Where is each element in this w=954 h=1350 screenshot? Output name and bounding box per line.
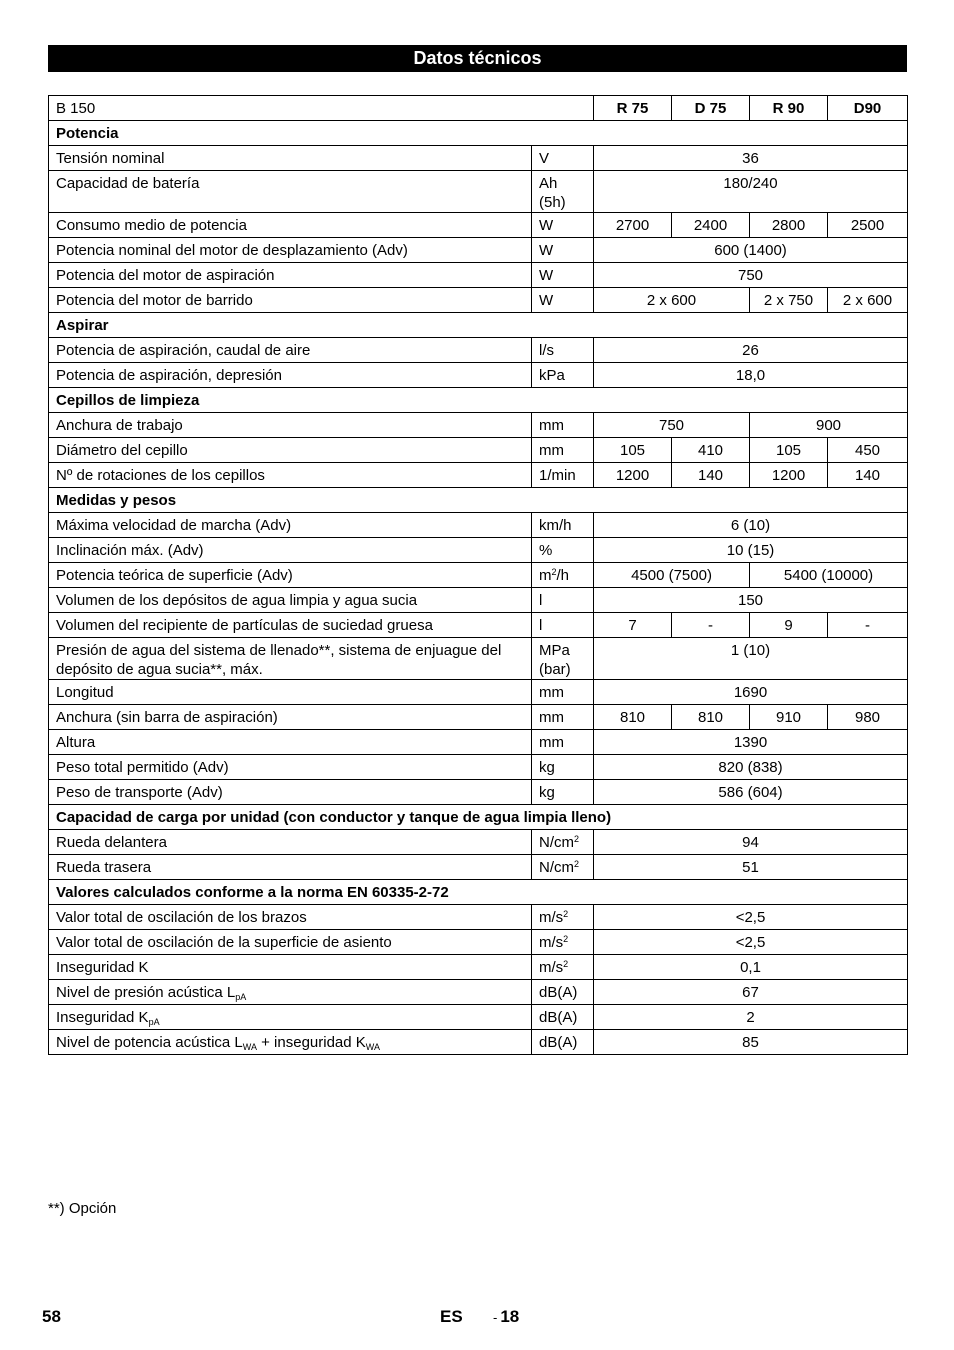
- row-label: [49, 980, 532, 1005]
- row-value: 450: [828, 438, 908, 463]
- table-row: [49, 855, 908, 880]
- technical-data-table: [48, 95, 908, 1055]
- row-unit: W: [532, 238, 594, 263]
- row-value: 750: [594, 413, 750, 438]
- row-value: 140: [672, 463, 750, 488]
- row-label: Inseguridad K: [49, 955, 532, 980]
- row-value: 2800: [750, 213, 828, 238]
- table-row: [49, 263, 908, 288]
- row-value: 2400: [672, 213, 750, 238]
- row-label: Tensión nominal: [49, 146, 532, 171]
- row-label: Rueda delantera: [49, 830, 532, 855]
- row-value: 820 (838): [594, 755, 908, 780]
- table-section-row: [49, 805, 908, 830]
- label-subscript: pA: [148, 1017, 160, 1027]
- row-value: 180/240: [594, 171, 908, 213]
- table-row: [49, 363, 908, 388]
- row-value: 586 (604): [594, 780, 908, 805]
- unit-superscript: 2: [574, 834, 580, 844]
- row-unit: l: [532, 588, 594, 613]
- section-heading: Aspirar: [49, 313, 908, 338]
- row-value: 94: [594, 830, 908, 855]
- unit-superscript: 2: [551, 567, 557, 577]
- row-value: 105: [594, 438, 672, 463]
- row-label: Potencia de aspiración, caudal de aire: [49, 338, 532, 363]
- row-value: 18,0: [594, 363, 908, 388]
- row-value: 810: [672, 705, 750, 730]
- row-unit: Ah (5h): [532, 171, 594, 213]
- row-value: 7: [594, 613, 672, 638]
- table-row: [49, 438, 908, 463]
- unit-superscript: 2: [563, 909, 569, 919]
- row-value: 2: [594, 1005, 908, 1030]
- row-label: Consumo medio de potencia: [49, 213, 532, 238]
- table-row: [49, 288, 908, 313]
- table-row: [49, 171, 908, 213]
- table-row: [49, 338, 908, 363]
- row-label: Presión de agua del sistema de llenado**, sistema de enjuague del depósito de agua sucia**, máx.: [49, 638, 532, 680]
- table-row: [49, 563, 908, 588]
- table-section-row: [49, 313, 908, 338]
- row-label: Potencia nominal del motor de desplazamiento (Adv): [49, 238, 532, 263]
- row-value: -: [828, 613, 908, 638]
- row-value: 36: [594, 146, 908, 171]
- page-number: 58: [42, 1307, 61, 1326]
- row-unit: l: [532, 613, 594, 638]
- row-value: 6 (10): [594, 513, 908, 538]
- row-label: Capacidad de batería: [49, 171, 532, 213]
- row-value: 51: [594, 855, 908, 880]
- table-row: [49, 1005, 908, 1030]
- row-label: Peso de transporte (Adv): [49, 780, 532, 805]
- row-label: [49, 1005, 532, 1030]
- unit-superscript: 2: [563, 934, 569, 944]
- row-value: 980: [828, 705, 908, 730]
- row-unit: kPa: [532, 363, 594, 388]
- row-value: 2 x 750: [750, 288, 828, 313]
- row-value: 1390: [594, 730, 908, 755]
- table-row: [49, 613, 908, 638]
- row-value: <2,5: [594, 905, 908, 930]
- row-label: Volumen del recipiente de partículas de suciedad gruesa: [49, 613, 532, 638]
- label-text: + inseguridad K: [256, 1034, 366, 1051]
- row-unit: mm: [532, 680, 594, 705]
- row-unit: W: [532, 288, 594, 313]
- row-unit: mm: [532, 413, 594, 438]
- row-label: Anchura de trabajo: [49, 413, 532, 438]
- table-row: [49, 1030, 908, 1055]
- row-value: 140: [828, 463, 908, 488]
- row-unit: 1/min: [532, 463, 594, 488]
- section-title: Datos técnicos: [48, 45, 907, 72]
- row-value: 4500 (7500): [594, 563, 750, 588]
- table-row: [49, 213, 908, 238]
- variant-header: R 90: [750, 96, 828, 121]
- unit-superscript: 2: [563, 959, 569, 969]
- row-value: 600 (1400): [594, 238, 908, 263]
- row-value: 67: [594, 980, 908, 1005]
- label-text: Nivel de potencia acústica L: [56, 1034, 243, 1051]
- row-unit: dB(A): [532, 1005, 594, 1030]
- row-unit: W: [532, 263, 594, 288]
- row-value: 26: [594, 338, 908, 363]
- row-label: Peso total permitido (Adv): [49, 755, 532, 780]
- row-unit: kg: [532, 780, 594, 805]
- row-value: 1200: [594, 463, 672, 488]
- variant-header: R 75: [594, 96, 672, 121]
- row-unit: km/h: [532, 513, 594, 538]
- table-row: [49, 905, 908, 930]
- table-row: [49, 413, 908, 438]
- row-unit: $N/cm^2$: [532, 830, 594, 855]
- row-value: 1690: [594, 680, 908, 705]
- section-heading: Valores calculados conforme a la norma EN 60335-2-72: [49, 880, 908, 905]
- row-unit: mm: [532, 705, 594, 730]
- table-row: [49, 538, 908, 563]
- row-value: 85: [594, 1030, 908, 1055]
- row-unit: mm: [532, 438, 594, 463]
- row-unit: kg: [532, 755, 594, 780]
- row-label: Diámetro del cepillo: [49, 438, 532, 463]
- row-label: Máxima velocidad de marcha (Adv): [49, 513, 532, 538]
- table-row: [49, 755, 908, 780]
- row-label: Potencia del motor de aspiración: [49, 263, 532, 288]
- sub-page-dash: -: [493, 1310, 498, 1325]
- row-unit: %: [532, 538, 594, 563]
- table-row: [49, 730, 908, 755]
- row-label: Nº de rotaciones de los cepillos: [49, 463, 532, 488]
- section-heading: Potencia: [49, 121, 908, 146]
- row-label: Valor total de oscilación de la superficie de asiento: [49, 930, 532, 955]
- label-subscript: WA: [365, 1042, 380, 1052]
- table-section-row: [49, 880, 908, 905]
- table-row: [49, 588, 908, 613]
- section-heading: Capacidad de carga por unidad (con conductor y tanque de agua limpia lleno): [49, 805, 908, 830]
- row-value: 810: [594, 705, 672, 730]
- row-value: 2 x 600: [828, 288, 908, 313]
- row-value: 2 x 600: [594, 288, 750, 313]
- row-value: 900: [750, 413, 908, 438]
- row-unit: $m^2/h$: [532, 563, 594, 588]
- sub-page-number: [493, 1307, 519, 1327]
- row-unit: dB(A): [532, 980, 594, 1005]
- table-row: [49, 830, 908, 855]
- table-row: [49, 980, 908, 1005]
- row-value: 2700: [594, 213, 672, 238]
- variant-header: D90: [828, 96, 908, 121]
- sub-page-value: 18: [500, 1307, 520, 1326]
- row-unit: dB(A): [532, 1030, 594, 1055]
- row-unit: $N/cm^2$: [532, 855, 594, 880]
- table-row: [49, 705, 908, 730]
- table-row: [49, 238, 908, 263]
- row-unit: $m/s^2$: [532, 905, 594, 930]
- row-label: Anchura (sin barra de aspiración): [49, 705, 532, 730]
- table-row: [49, 146, 908, 171]
- row-value: 910: [750, 705, 828, 730]
- row-value: 1 (10): [594, 638, 908, 680]
- label-text: Nivel de presión acústica L: [56, 984, 236, 1001]
- table-section-row: [49, 488, 908, 513]
- unit-superscript: 2: [574, 859, 580, 869]
- row-unit: $m/s^2$: [532, 955, 594, 980]
- row-value: 9: [750, 613, 828, 638]
- row-value: <2,5: [594, 930, 908, 955]
- table-header-row: [49, 96, 908, 121]
- row-value: -: [672, 613, 750, 638]
- row-unit: l/s: [532, 338, 594, 363]
- table-section-row: [49, 388, 908, 413]
- row-label: Longitud: [49, 680, 532, 705]
- row-label: Potencia teórica de superficie (Adv): [49, 563, 532, 588]
- label-text: Inseguridad K: [56, 1009, 149, 1026]
- row-value: 1200: [750, 463, 828, 488]
- row-unit: mm: [532, 730, 594, 755]
- row-label: Potencia de aspiración, depresión: [49, 363, 532, 388]
- footnote: **) Opción: [48, 1200, 117, 1217]
- section-heading: Cepillos de limpieza: [49, 388, 908, 413]
- row-label: [49, 1030, 532, 1055]
- table-row: [49, 638, 908, 680]
- row-unit: MPa (bar): [532, 638, 594, 680]
- row-value: 5400 (10000): [750, 563, 908, 588]
- row-unit: $m/s^2$: [532, 930, 594, 955]
- label-subscript: WA: [242, 1042, 257, 1052]
- table-row: [49, 680, 908, 705]
- row-value: 150: [594, 588, 908, 613]
- row-value: 750: [594, 263, 908, 288]
- row-label: Rueda trasera: [49, 855, 532, 880]
- variant-header: D 75: [672, 96, 750, 121]
- row-label: Potencia del motor de barrido: [49, 288, 532, 313]
- table-row: [49, 930, 908, 955]
- label-subscript: pA: [235, 992, 247, 1002]
- table-section-row: [49, 121, 908, 146]
- table-row: [49, 463, 908, 488]
- row-value: 0,1: [594, 955, 908, 980]
- row-label: Inclinación máx. (Adv): [49, 538, 532, 563]
- section-heading: Medidas y pesos: [49, 488, 908, 513]
- row-value: 10 (15): [594, 538, 908, 563]
- row-label: Volumen de los depósitos de agua limpia y agua sucia: [49, 588, 532, 613]
- row-value: 2500: [828, 213, 908, 238]
- row-value: 105: [750, 438, 828, 463]
- row-label: Valor total de oscilación de los brazos: [49, 905, 532, 930]
- table-row: [49, 780, 908, 805]
- row-value: 410: [672, 438, 750, 463]
- row-label: Altura: [49, 730, 532, 755]
- table-row: [49, 955, 908, 980]
- model-name: B 150: [49, 96, 594, 121]
- language-code: ES: [440, 1307, 463, 1326]
- table-row: [49, 513, 908, 538]
- row-unit: W: [532, 213, 594, 238]
- row-unit: V: [532, 146, 594, 171]
